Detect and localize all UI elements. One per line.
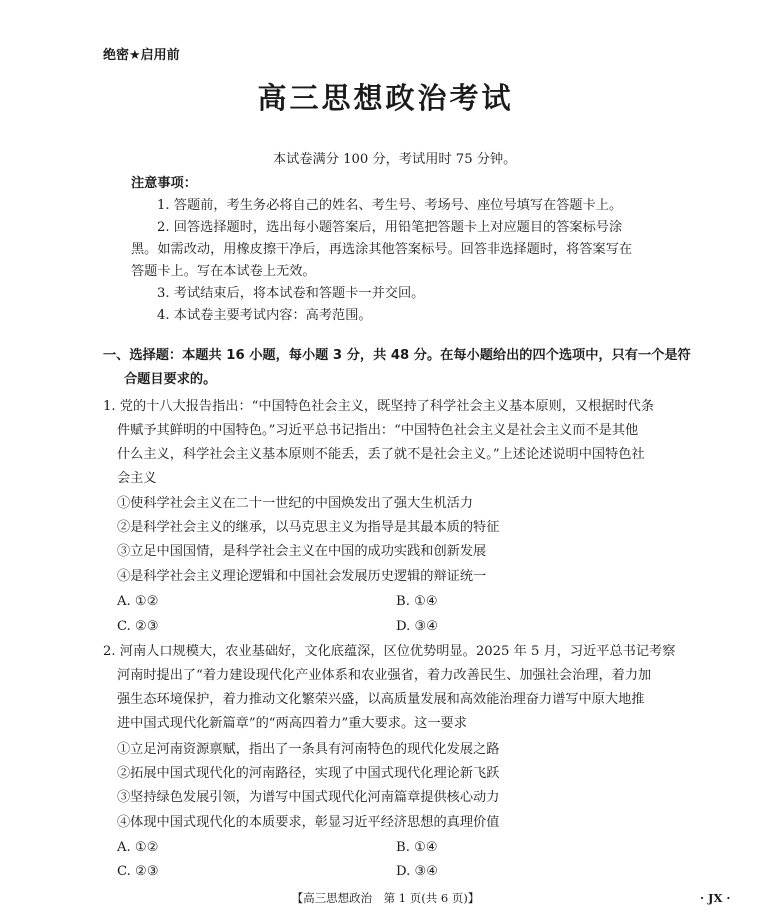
question-2-stem: 强生态环境保护，着力推动文化繁荣兴盛，以高质量发展和高效能治理奋力谱写中原大地推: [117, 692, 645, 707]
question-1-stem: 件赋予其鲜明的中国特色。”习近平总书记指出：“中国特色社会主义是社会主义而不是其他: [117, 423, 639, 438]
question-1-stem: 1. 党的十八大报告指出：“中国特色社会主义，既坚持了科学社会主义基本原则，又根据时代条: [103, 399, 655, 414]
notice-line: 答题卡上。写在本试卷上无效。: [131, 264, 316, 279]
section-heading: 合题目要求的。: [124, 372, 217, 387]
question-2-option-a: A. ①②: [117, 840, 159, 855]
confidential-label: 绝密★启用前: [103, 48, 180, 63]
question-1-statement: ①使科学社会主义在二十一世纪的中国焕发出了强大生机活力: [117, 496, 474, 511]
question-2-option-b: B. ①④: [396, 840, 438, 855]
footer-mark: · JX ·: [700, 891, 731, 905]
question-1-option-a: A. ①②: [117, 594, 159, 609]
notice-line: 黑。如需改动，用橡皮擦干净后，再选涂其他答案标号。回答非选择题时，将答案写在: [131, 242, 633, 257]
notice-line: 1. 答题前，考生务必将自己的姓名、考生号、考场号、座位号填写在答题卡上。: [157, 198, 623, 213]
question-1-statement: ③立足中国国情，是科学社会主义在中国的成功实践和创新发展: [117, 544, 487, 559]
notice-line: 3. 考试结束后，将本试卷和答题卡一并交回。: [157, 286, 425, 301]
question-2-option-c: C. ②③: [117, 864, 159, 879]
question-1-statement: ④是科学社会主义理论逻辑和中国社会发展历史逻辑的辩证统一: [117, 569, 487, 584]
page-footer: 【高三思想政治 第 1 页(共 6 页)】: [291, 891, 480, 905]
question-2-stem: 进中国式现代化新篇章”的“两高四着力”重大要求。这一要求: [117, 716, 467, 731]
question-1-stem: 会主义: [117, 471, 157, 486]
question-1-option-d: D. ③④: [396, 619, 439, 634]
question-2-stem: 河南时提出了“着力建设现代化产业体系和农业强省，着力改善民生、加强社会治理，着力加: [117, 668, 652, 683]
notice-line: 2. 回答选择题时，选出每小题答案后，用铅笔把答题卡上对应题目的答案标号涂: [157, 220, 623, 235]
notice-line: 4. 本试卷主要考试内容：高考范围。: [157, 308, 372, 323]
exam-title: 高三思想政治考试: [257, 81, 514, 115]
question-1-option-c: C. ②③: [117, 619, 159, 634]
question-1-stem: 什么主义，科学社会主义基本原则不能丢，丢了就不是社会主义。”上述论述说明中国特色社: [117, 447, 645, 462]
question-2-statement: ③坚持绿色发展引领，为谱写中国式现代化河南篇章提供核心动力: [117, 790, 500, 805]
notice-heading: 注意事项：: [131, 176, 197, 191]
question-2-stem: 2. 河南人口规模大，农业基础好，文化底蕴深，区位优势明显。2025 年 5 月，习近平总书记考察: [103, 644, 676, 659]
section-heading: 一、选择题：本题共 16 小题，每小题 3 分，共 48 分。在每小题给出的四个选项中，只有一个是符: [103, 348, 691, 363]
question-2-option-d: D. ③④: [396, 864, 439, 879]
question-1-option-b: B. ①④: [396, 594, 438, 609]
question-2-statement: ②拓展中国式现代化的河南路径，实现了中国式现代化理论新飞跃: [117, 766, 500, 781]
question-2-statement: ④体现中国式现代化的本质要求，彰显习近平经济思想的真理价值: [117, 815, 500, 830]
question-2-statement: ①立足河南资源禀赋，指出了一条具有河南特色的现代化发展之路: [117, 742, 500, 757]
question-1-statement: ②是科学社会主义的继承，以马克思主义为指导是其最本质的特征: [117, 520, 500, 535]
score-line: 本试卷满分 100 分，考试用时 75 分钟。: [273, 152, 517, 167]
